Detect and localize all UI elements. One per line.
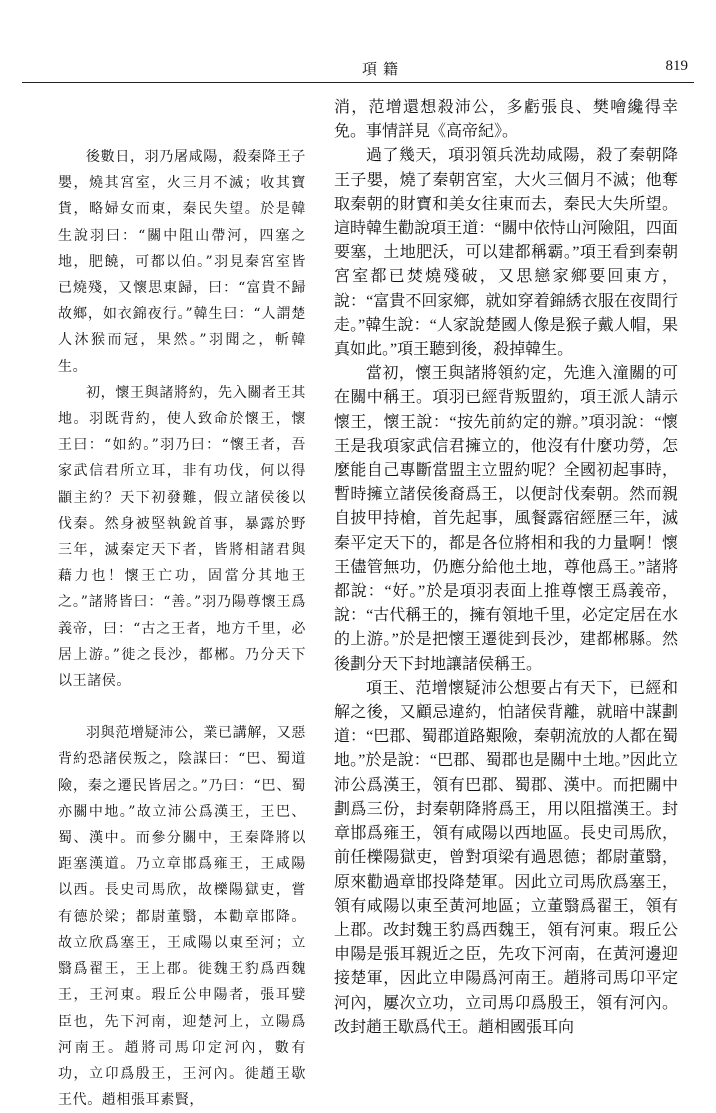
header-rule (22, 82, 694, 83)
translation-paragraph: 當初，懷王與諸將領約定，先進入潼關的可在關中稱王。項羽已經背叛盟約，項王派人請示懷王，懷王說：“按先前約定的辦。”項羽說：“懷王是我項家武信君擁立的，他沒有什麼功勞，怎麼能自己專斷當盟主立盟約呢？全國初起事時，暫時擁立諸侯後裔爲王，以便討伐秦朝。然而親自披甲持槍，首先起事，風餐露宿經歷三年，滅秦平定天下的，都是各位將相和我的力量啊！懷王儘管無功，仍應分給他土地，尊他爲王。”諸將都說：“好。”於是項羽表面上推尊懷王爲義帝，說：“古代稱王的，擁有領地千里，必定定居在水的上游。”於是把懷王遷徙到長沙，建都郴縣。然後劃分天下封地讓諸侯稱王。 (334, 365, 678, 673)
classical-paragraph: 後數日，羽乃屠咸陽，殺秦降王子嬰，燒其宮室，火三月不滅；收其寶貨，略婦女而東，秦民失望。於是韓生說羽曰：“關中阻山帶河，四塞之地，肥饒，可都以伯。”羽見秦宮室皆已燒殘，又懷思東歸，曰：“富貴不歸故鄉，如衣錦夜行。”韓生曰：“人謂楚人沐猴而冠，果然。”羽聞之，斬韓生。 (58, 149, 306, 375)
page-header (22, 58, 694, 78)
running-title: 項籍 (362, 60, 405, 78)
translation-column (334, 96, 678, 1040)
classical-paragraph: 羽與范增疑沛公，業已講解，又惡背約恐諸侯叛之，陰謀曰：“巴、蜀道險，秦之遷民皆居之。”乃曰：“巴、蜀亦關中地。”故立沛公爲漢王，王巴、蜀、漢中。而參分關中，王秦降將以距塞漢道。乃立章邯爲雍王，王咸陽以西。長史司馬欣，故櫟陽獄吏，嘗有德於梁；都尉董翳，本勸章邯降。故立欣爲塞王，王咸陽以東至河；立翳爲翟王，王上郡。徙魏王豹爲西魏王，王河東。瑕丘公申陽者，張耳嬖臣也，先下河南，迎楚河上，立陽爲河南王。趙將司馬卬定河內，數有功，立卬爲殷王，王河內。徙趙王歇王代。趙相張耳素賢， (58, 725, 306, 1109)
translation-paragraph: 消，范增還想殺沛公，多虧張良、樊噲纔得幸免。事情詳見《高帝紀》。 (334, 99, 678, 141)
page-number: 819 (665, 58, 688, 74)
classical-paragraph: 初，懷王與諸將約，先入關者王其地。羽既背約，使人致命於懷王，懷王曰：“如約。”羽乃曰：“懷王者，吾家武信君所立耳，非有功伐，何以得顓主約？天下初發難，假立諸侯後以伐秦。然身被堅執銳首事，暴露於野三年，滅秦定天下者，皆將相諸君與藉力也！懷王亡功，固當分其地王之。”諸將皆曰：“善。”羽乃陽尊懷王爲義帝，曰：“古之王者，地方千里，必居上游。”徙之長沙，都郴。乃分天下以王諸侯。 (58, 384, 306, 690)
translation-paragraph: 項王、范增懷疑沛公想要占有天下，已經和解之後，又顧忌違約，怕諸侯背離，就暗中謀劃道：“巴郡、蜀郡道路艱險，秦朝流放的人都在蜀地。”於是說：“巴郡、蜀郡也是關中土地。”因此立沛公爲漢王，領有巴郡、蜀郡、漢中。而把關中劃爲三份，封秦朝降將爲王，用以阻擋漢王。封章邯爲雍王，領有咸陽以西地區。長史司馬欣，前任櫟陽獄吏，曾對項梁有過恩德；都尉董翳，原來勸過章邯投降楚軍。因此立司馬欣爲塞王，領有咸陽以東至黃河地區；立董翳爲翟王，領有上郡。改封魏王豹爲西魏王，領有河東。瑕丘公申陽是張耳親近之臣，先攻下河南，在黃河邊迎接楚軍，因此立申陽爲河南王。趙將司馬卬平定河內，屢次立功，立司馬卬爲殷王，領有河內。改封趙王歇爲代王。趙相國張耳向 (334, 679, 678, 1036)
classical-text-column (58, 144, 306, 1113)
translation-paragraph: 過了幾天，項羽領兵洗劫咸陽，殺了秦朝降王子嬰，燒了秦朝宮室，大火三個月不滅；他奪取秦朝的財寶和美女往東而去，秦民大失所望。這時韓生勸說項王道：“關中依恃山河險阻，四面要塞，土地肥沃，可以建都稱霸。”項王看到秦朝宮室都已焚燒殘破，又思戀家鄉要回東方，說：“富貴不回家鄉，就如穿着錦綉衣服在夜間行走。”韓生說：“人家說楚國人像是猴子戴人帽，果真如此。”項王聽到後，殺掉韓生。 (334, 147, 678, 359)
